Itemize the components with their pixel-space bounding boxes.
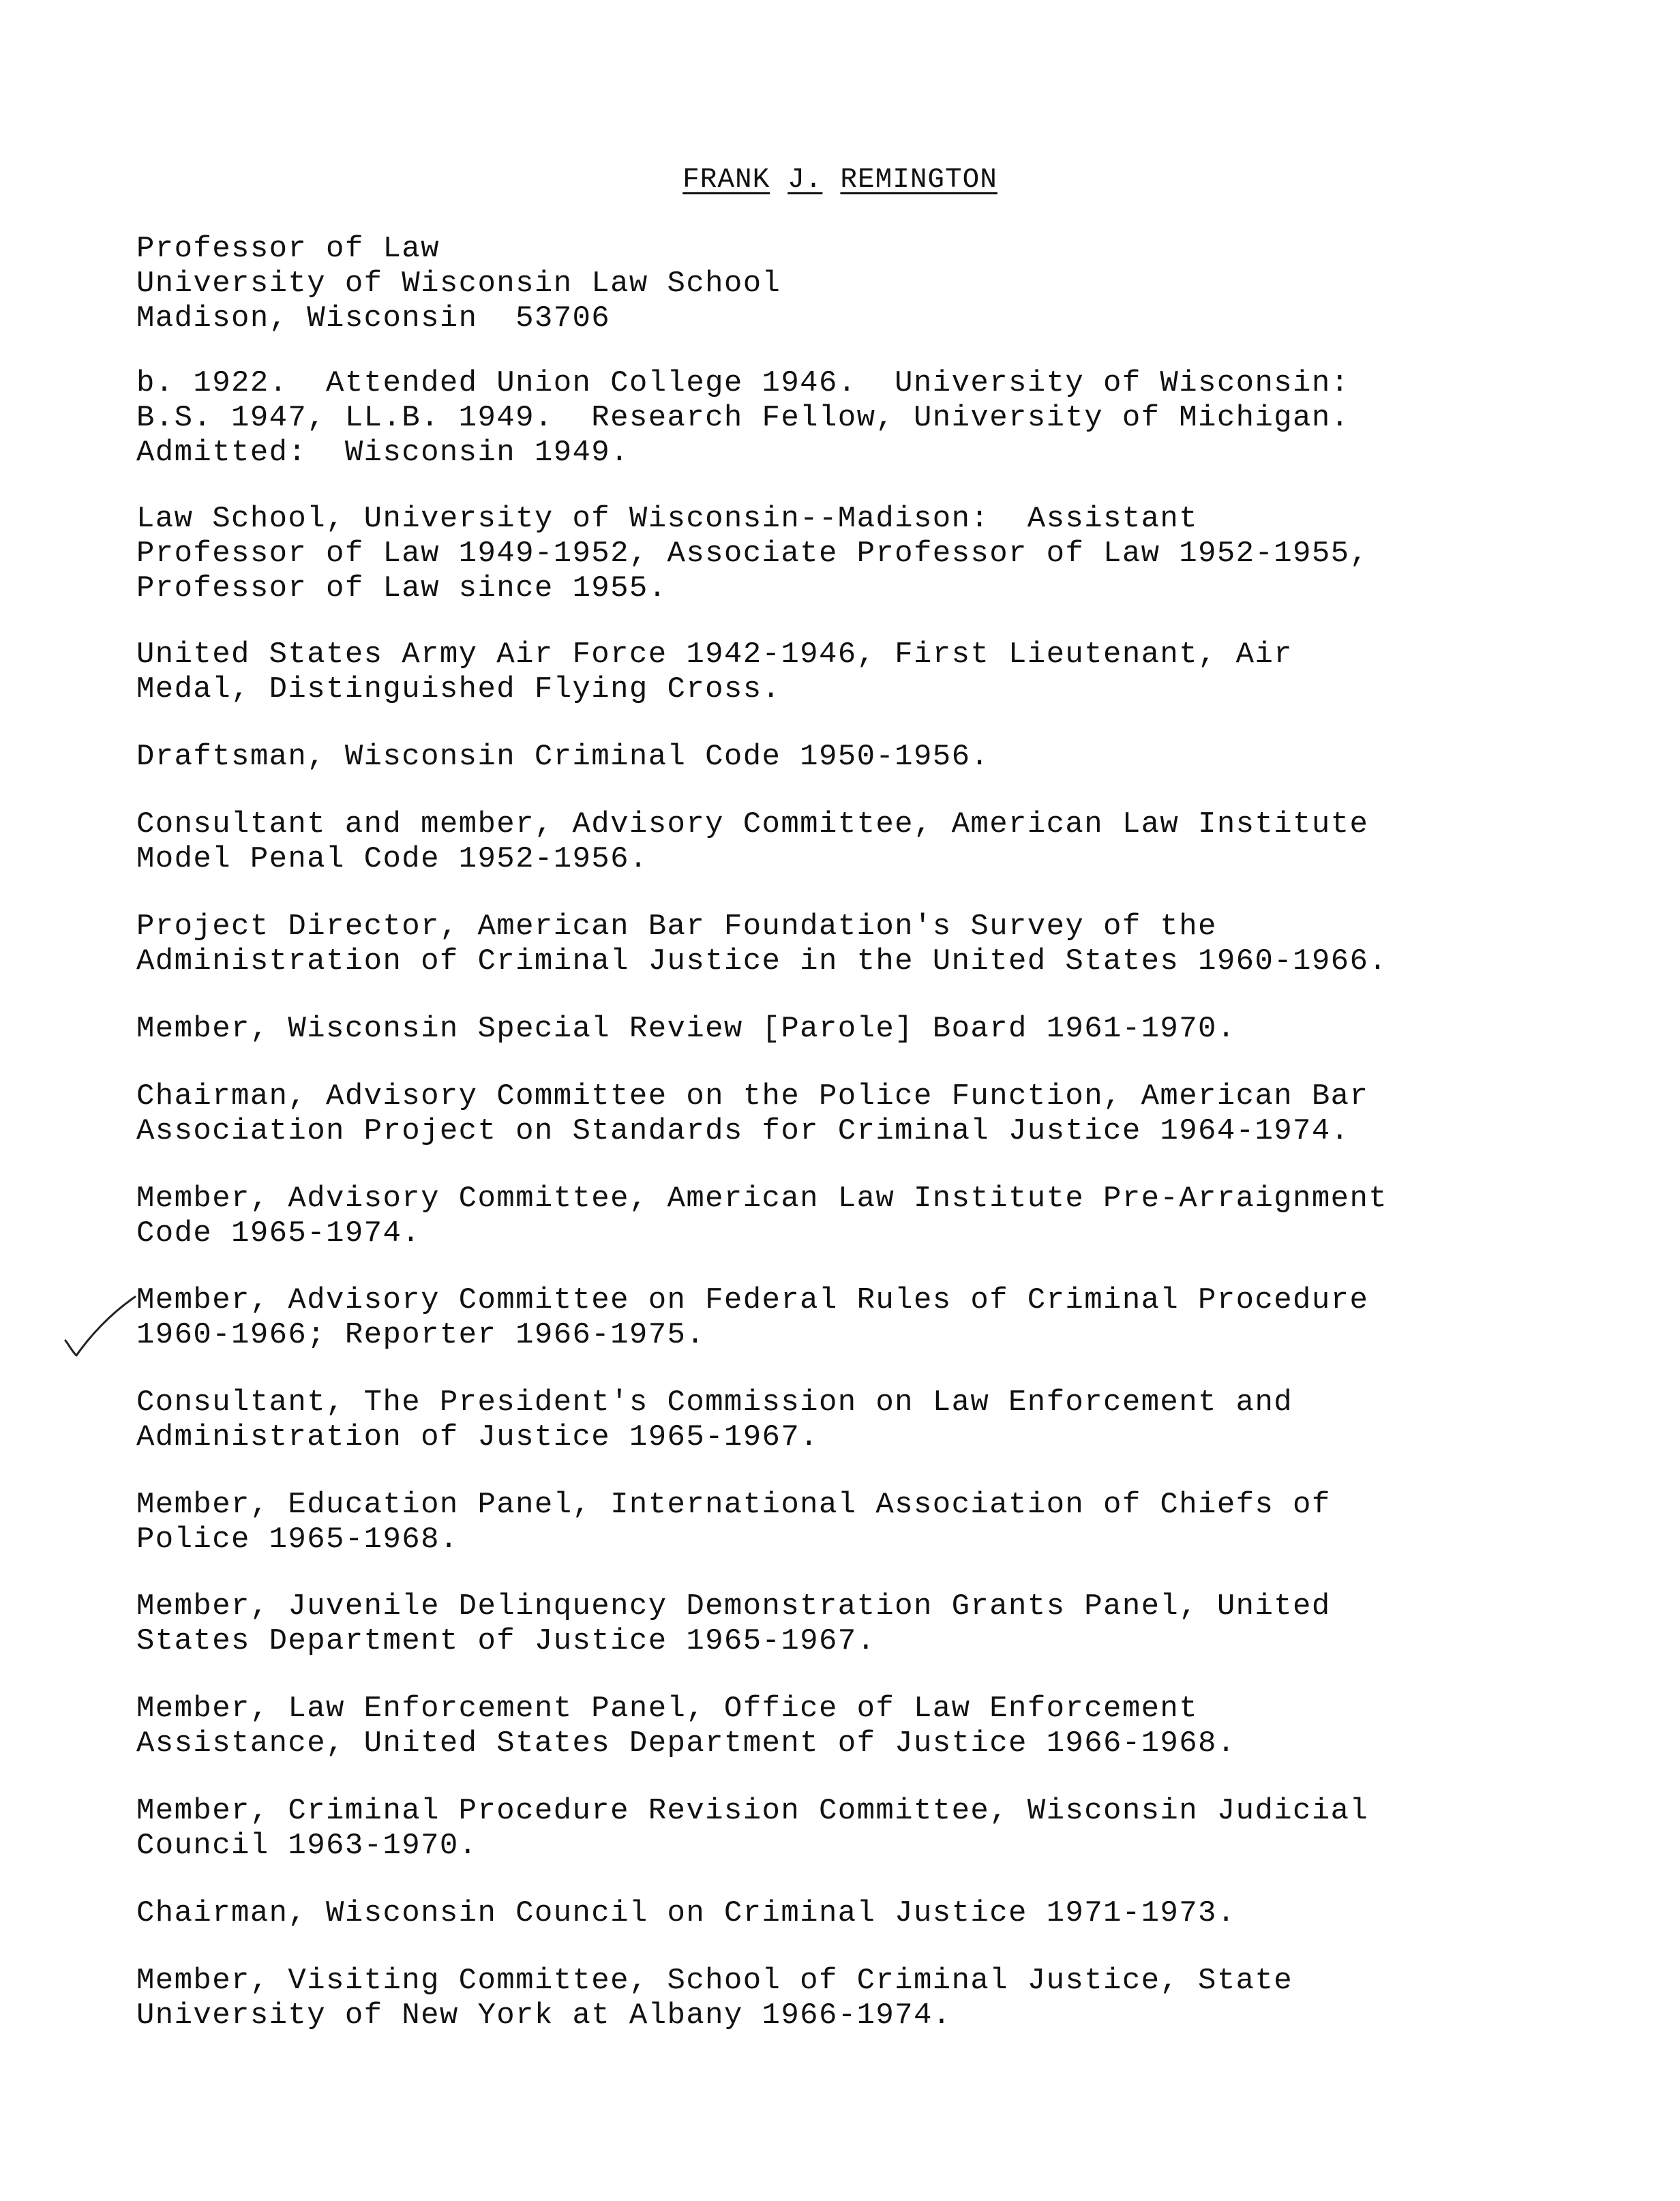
paragraph-pre-arraignment — [136, 1182, 1555, 1251]
paragraph-line: b. 1922. Attended Union College 1946. University of Wisconsin: — [136, 366, 1350, 400]
paragraph-line: Assistance, United States Department of Justice 1966-1968. — [136, 1726, 1236, 1761]
paragraph-line: Member, Wisconsin Special Review [Parole] Board 1961-1970. — [136, 1012, 1236, 1046]
paragraph-education-panel — [136, 1488, 1555, 1557]
address-line: Professor of Law — [136, 232, 440, 266]
paragraph-line: Member, Advisory Committee on Federal Rules of Criminal Procedure — [136, 1283, 1369, 1317]
paragraph-line: Member, Law Enforcement Panel, Office of Law Enforcement — [136, 1692, 1199, 1726]
paragraph-line: Consultant and member, Advisory Committee, American Law Institute — [136, 807, 1369, 841]
paragraph-line: Member, Visiting Committee, School of Criminal Justice, State — [136, 1964, 1293, 1998]
paragraph-project-director — [136, 910, 1555, 979]
paragraph-line: States Department of Justice 1965-1967. — [136, 1624, 876, 1658]
paragraph-line: Admitted: Wisconsin 1949. — [136, 436, 629, 470]
paragraph-line: Draftsman, Wisconsin Criminal Code 1950-1956. — [136, 740, 990, 774]
paragraph-line: Medal, Distinguished Flying Cross. — [136, 672, 781, 706]
paragraph-line: Model Penal Code 1952-1956. — [136, 842, 648, 876]
paragraph-draftsman — [136, 740, 1555, 775]
paragraph-line: Police 1965-1968. — [136, 1523, 459, 1557]
handwritten-check-mark — [61, 1287, 143, 1362]
paragraph-council-chairman — [136, 1896, 1555, 1931]
paragraph-line: Council 1963-1970. — [136, 1829, 478, 1863]
paragraph-line: Consultant, The President's Commission on Law Enforcement and — [136, 1386, 1293, 1420]
paragraph-line: Code 1965-1974. — [136, 1216, 421, 1251]
paragraph-line: Member, Juvenile Delinquency Demonstration Grants Panel, United — [136, 1589, 1331, 1623]
paragraph-review-board — [136, 1012, 1555, 1047]
address-block — [136, 232, 1555, 336]
paragraph-line: Member, Advisory Committee, American Law Institute Pre-Arraignment — [136, 1182, 1388, 1216]
page-title — [0, 162, 1680, 198]
paragraph-procedure-revision — [136, 1794, 1555, 1863]
address-line: University of Wisconsin Law School — [136, 267, 781, 301]
paragraph-line: Administration of Criminal Justice in the United States 1960-1966. — [136, 944, 1388, 978]
paragraph-line: University of New York at Albany 1966-1974. — [136, 1998, 952, 2033]
title-first-name: FRANK — [682, 164, 770, 196]
paragraph-line: Administration of Justice 1965-1967. — [136, 1420, 819, 1454]
paragraph-line: Association Project on Standards for Criminal Justice 1964-1974. — [136, 1114, 1350, 1148]
paragraph-line: Professor of Law 1949-1952, Associate Professor of Law 1952-1955, — [136, 537, 1369, 571]
paragraph-line: Project Director, American Bar Foundation's Survey of the — [136, 910, 1217, 944]
paragraph-education — [136, 366, 1555, 470]
paragraph-line: Law School, University of Wisconsin--Madison: Assistant — [136, 502, 1199, 536]
paragraph-line: 1960-1966; Reporter 1966-1975. — [136, 1318, 706, 1352]
title-middle-initial: J. — [787, 164, 823, 196]
address-line: Madison, Wisconsin 53706 — [136, 301, 611, 335]
paragraph-model-penal-code — [136, 807, 1555, 877]
paragraph-line: Professor of Law since 1955. — [136, 571, 668, 605]
paragraph-presidents-commission — [136, 1386, 1555, 1455]
paragraph-line: Member, Criminal Procedure Revision Committee, Wisconsin Judicial — [136, 1794, 1369, 1828]
paragraph-line: United States Army Air Force 1942-1946, First Lieutenant, Air — [136, 638, 1293, 672]
paragraph-line: Member, Education Panel, International Association of Chiefs of — [136, 1488, 1331, 1522]
paragraph-juvenile-panel — [136, 1589, 1555, 1659]
title-last-name: REMINGTON — [840, 164, 997, 196]
paragraph-law-school — [136, 502, 1555, 606]
paragraph-law-enforcement-panel — [136, 1692, 1555, 1761]
paragraph-line: Chairman, Wisconsin Council on Criminal Justice 1971-1973. — [136, 1896, 1236, 1930]
paragraph-federal-rules — [136, 1283, 1555, 1353]
paragraph-line: B.S. 1947, LL.B. 1949. Research Fellow, University of Michigan. — [136, 401, 1350, 435]
paragraph-police-function — [136, 1079, 1555, 1149]
paragraph-military — [136, 638, 1555, 707]
paragraph-line: Chairman, Advisory Committee on the Police Function, American Bar — [136, 1079, 1369, 1113]
paragraph-visiting-committee — [136, 1964, 1555, 2033]
